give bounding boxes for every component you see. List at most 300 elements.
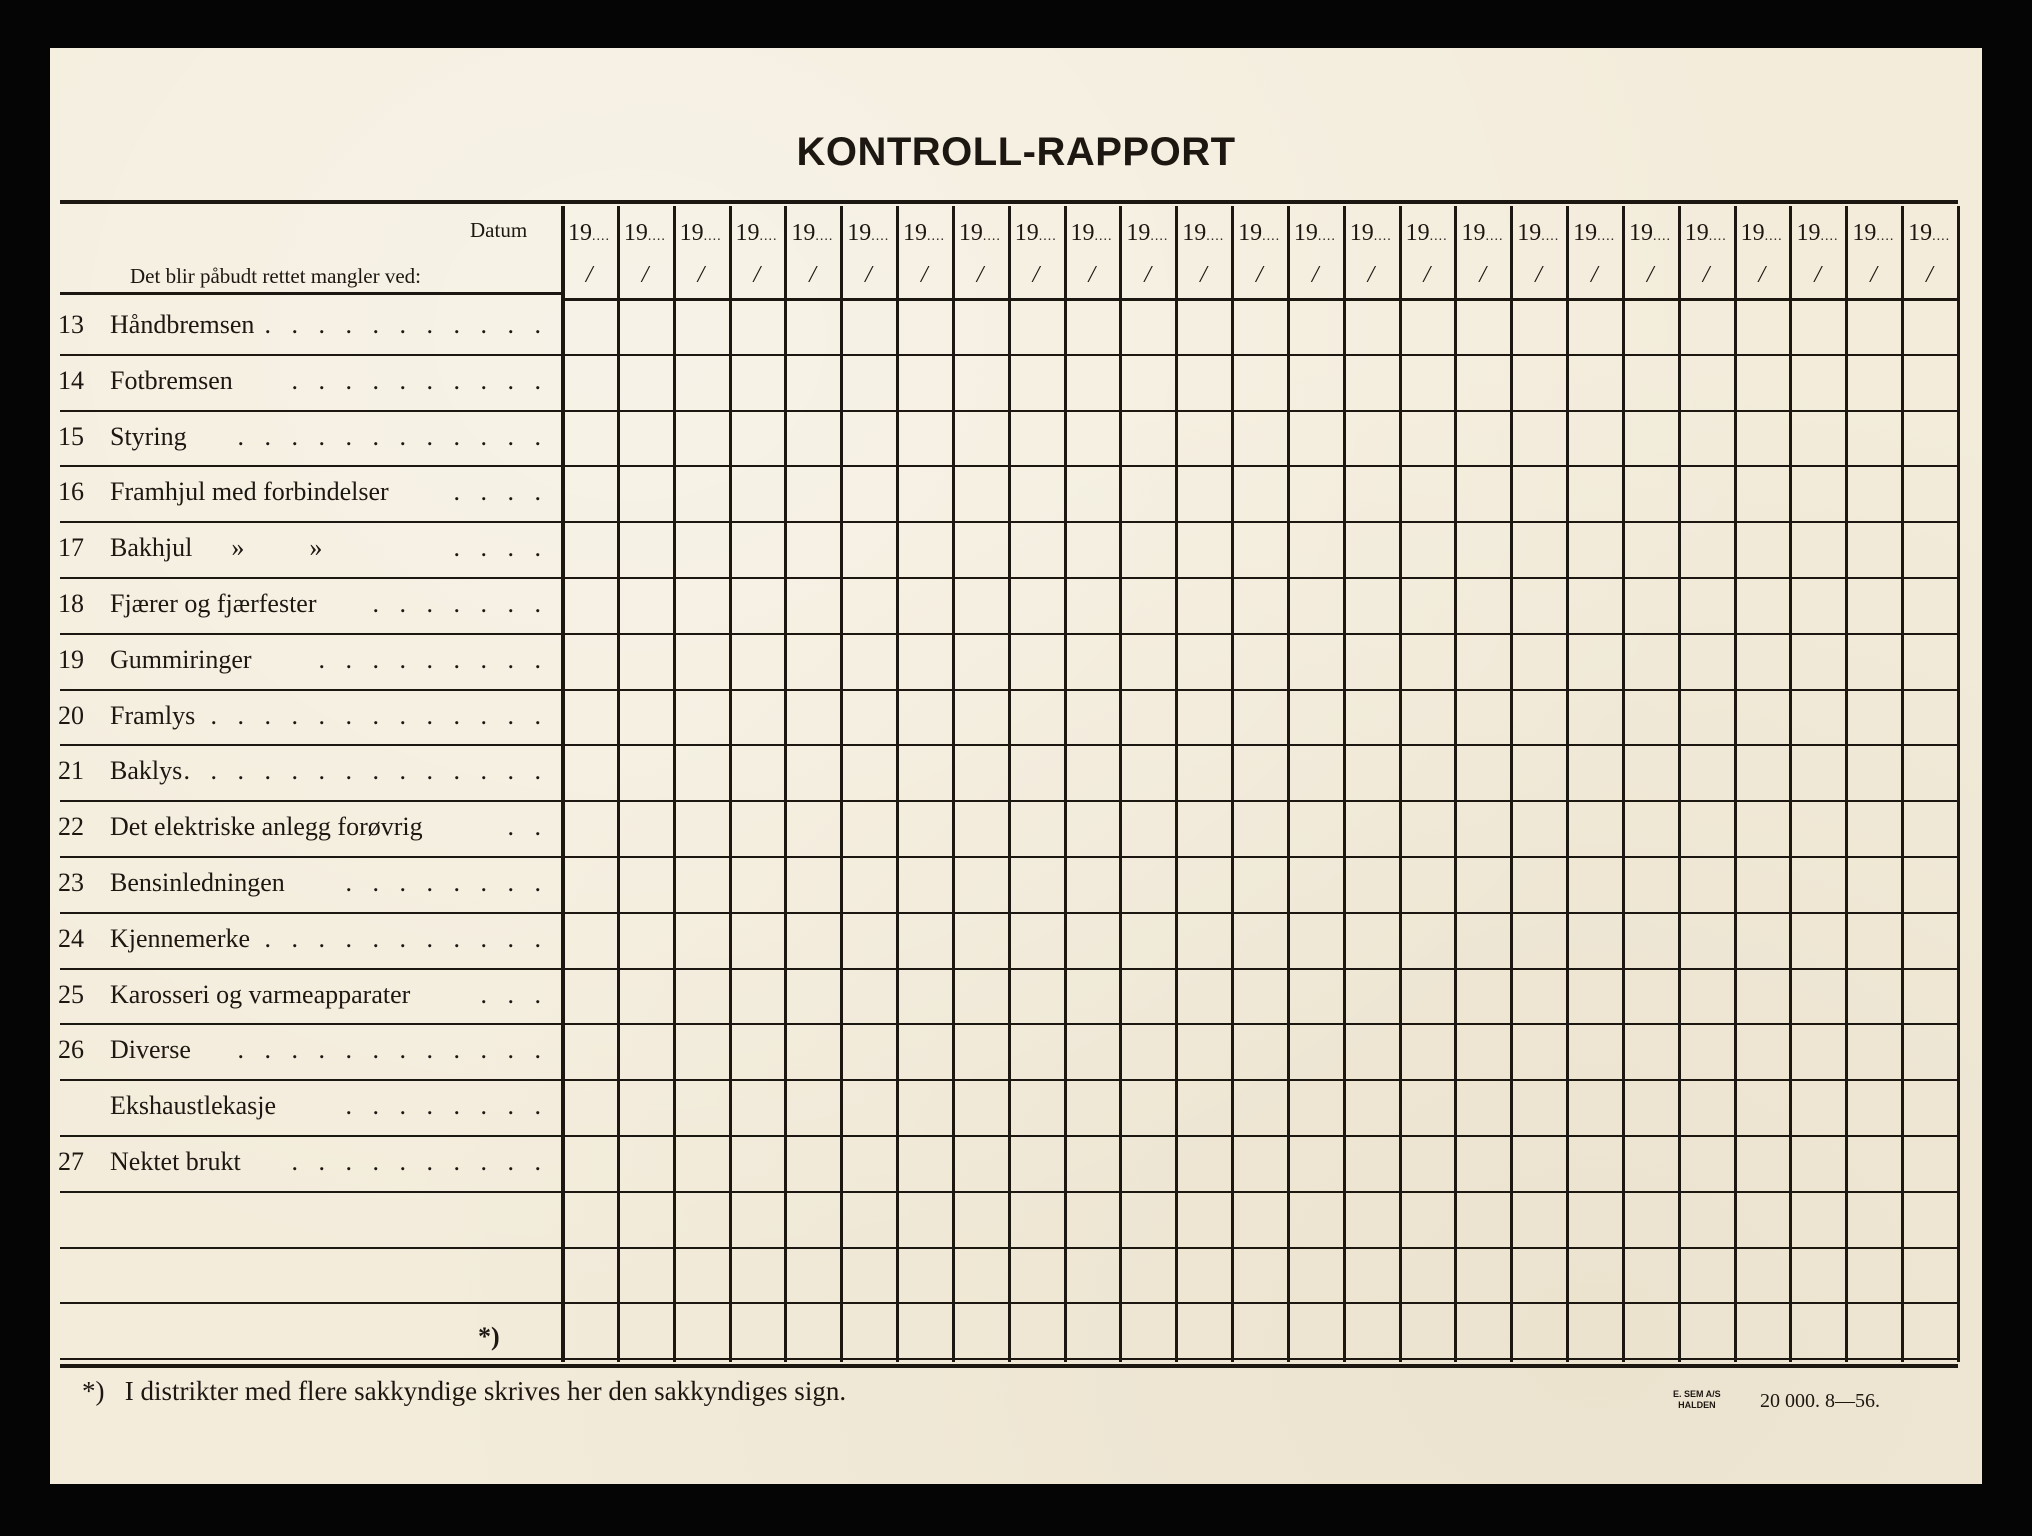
- inspection-cell[interactable]: [1738, 357, 1789, 409]
- inspection-cell[interactable]: [1068, 803, 1119, 855]
- inspection-cell[interactable]: [1793, 1305, 1844, 1357]
- inspection-cell[interactable]: [1793, 971, 1844, 1023]
- inspection-cell[interactable]: [1235, 580, 1286, 632]
- inspection-cell[interactable]: [1235, 357, 1286, 409]
- inspection-cell[interactable]: [1123, 1082, 1174, 1134]
- inspection-cell[interactable]: [565, 1194, 616, 1246]
- inspection-cell[interactable]: [565, 859, 616, 911]
- inspection-cell[interactable]: [1291, 971, 1342, 1023]
- inspection-cell[interactable]: [1235, 971, 1286, 1023]
- inspection-cell[interactable]: [844, 971, 895, 1023]
- inspection-cell[interactable]: [677, 859, 728, 911]
- inspection-cell[interactable]: [1068, 692, 1119, 744]
- inspection-cell[interactable]: [900, 1138, 951, 1190]
- inspection-cell[interactable]: [1068, 1082, 1119, 1134]
- inspection-cell[interactable]: [1179, 413, 1230, 465]
- inspection-cell[interactable]: [1458, 692, 1509, 744]
- inspection-cell[interactable]: [1123, 636, 1174, 688]
- inspection-cell[interactable]: [733, 1250, 784, 1302]
- inspection-cell[interactable]: [1682, 971, 1733, 1023]
- inspection-cell[interactable]: [1905, 803, 1956, 855]
- inspection-cell[interactable]: [1458, 413, 1509, 465]
- inspection-cell[interactable]: [565, 803, 616, 855]
- inspection-cell[interactable]: [565, 524, 616, 576]
- inspection-cell[interactable]: [1738, 692, 1789, 744]
- inspection-cell[interactable]: [733, 1194, 784, 1246]
- inspection-cell[interactable]: [1458, 636, 1509, 688]
- inspection-cell[interactable]: [1738, 747, 1789, 799]
- inspection-cell[interactable]: [1458, 971, 1509, 1023]
- inspection-cell[interactable]: [844, 1082, 895, 1134]
- inspection-cell[interactable]: [900, 413, 951, 465]
- inspection-cell[interactable]: [1179, 859, 1230, 911]
- inspection-cell[interactable]: [1682, 468, 1733, 520]
- inspection-cell[interactable]: [1626, 1138, 1677, 1190]
- inspection-cell[interactable]: [1682, 747, 1733, 799]
- inspection-cell[interactable]: [1179, 1026, 1230, 1078]
- inspection-cell[interactable]: [1291, 692, 1342, 744]
- inspection-cell[interactable]: [1347, 468, 1398, 520]
- inspection-cell[interactable]: [733, 357, 784, 409]
- inspection-cell[interactable]: [1347, 1305, 1398, 1357]
- inspection-cell[interactable]: [900, 803, 951, 855]
- inspection-cell[interactable]: [677, 301, 728, 353]
- inspection-cell[interactable]: [733, 1082, 784, 1134]
- inspection-cell[interactable]: [1570, 580, 1621, 632]
- inspection-cell[interactable]: [1626, 1026, 1677, 1078]
- inspection-cell[interactable]: [1403, 803, 1454, 855]
- inspection-cell[interactable]: [1403, 413, 1454, 465]
- inspection-cell[interactable]: [1179, 1194, 1230, 1246]
- inspection-cell[interactable]: [1682, 1250, 1733, 1302]
- inspection-cell[interactable]: [1291, 301, 1342, 353]
- inspection-cell[interactable]: [1849, 747, 1900, 799]
- inspection-cell[interactable]: [1123, 413, 1174, 465]
- inspection-cell[interactable]: [1123, 1194, 1174, 1246]
- inspection-cell[interactable]: [1012, 1250, 1063, 1302]
- inspection-cell[interactable]: [844, 580, 895, 632]
- inspection-cell[interactable]: [733, 301, 784, 353]
- inspection-cell[interactable]: [1458, 1026, 1509, 1078]
- inspection-cell[interactable]: [677, 1194, 728, 1246]
- inspection-cell[interactable]: [1291, 636, 1342, 688]
- inspection-cell[interactable]: [1682, 803, 1733, 855]
- inspection-cell[interactable]: [788, 971, 839, 1023]
- inspection-cell[interactable]: [621, 301, 672, 353]
- inspection-cell[interactable]: [1068, 1194, 1119, 1246]
- inspection-cell[interactable]: [1347, 413, 1398, 465]
- inspection-cell[interactable]: [565, 1250, 616, 1302]
- inspection-cell[interactable]: [788, 357, 839, 409]
- inspection-cell[interactable]: [1179, 1305, 1230, 1357]
- inspection-cell[interactable]: [1291, 413, 1342, 465]
- inspection-cell[interactable]: [1905, 692, 1956, 744]
- inspection-cell[interactable]: [565, 915, 616, 967]
- inspection-cell[interactable]: [1291, 468, 1342, 520]
- inspection-cell[interactable]: [1682, 1138, 1733, 1190]
- inspection-cell[interactable]: [1738, 524, 1789, 576]
- inspection-cell[interactable]: [1514, 580, 1565, 632]
- inspection-cell[interactable]: [1849, 1250, 1900, 1302]
- inspection-cell[interactable]: [1123, 524, 1174, 576]
- inspection-cell[interactable]: [1682, 636, 1733, 688]
- inspection-cell[interactable]: [1403, 1250, 1454, 1302]
- inspection-cell[interactable]: [1347, 915, 1398, 967]
- inspection-cell[interactable]: [1458, 915, 1509, 967]
- inspection-cell[interactable]: [565, 468, 616, 520]
- inspection-cell[interactable]: [956, 1026, 1007, 1078]
- inspection-cell[interactable]: [1403, 357, 1454, 409]
- inspection-cell[interactable]: [1123, 580, 1174, 632]
- inspection-cell[interactable]: [1738, 803, 1789, 855]
- inspection-cell[interactable]: [956, 468, 1007, 520]
- inspection-cell[interactable]: [1291, 1082, 1342, 1134]
- inspection-cell[interactable]: [1068, 357, 1119, 409]
- inspection-cell[interactable]: [621, 357, 672, 409]
- inspection-cell[interactable]: [1458, 1138, 1509, 1190]
- inspection-cell[interactable]: [1458, 1305, 1509, 1357]
- inspection-cell[interactable]: [1458, 859, 1509, 911]
- inspection-cell[interactable]: [1793, 1250, 1844, 1302]
- inspection-cell[interactable]: [677, 524, 728, 576]
- inspection-cell[interactable]: [1570, 971, 1621, 1023]
- inspection-cell[interactable]: [677, 468, 728, 520]
- inspection-cell[interactable]: [844, 524, 895, 576]
- inspection-cell[interactable]: [1347, 357, 1398, 409]
- inspection-cell[interactable]: [1905, 636, 1956, 688]
- inspection-cell[interactable]: [1905, 1138, 1956, 1190]
- inspection-cell[interactable]: [1793, 301, 1844, 353]
- inspection-cell[interactable]: [1068, 1026, 1119, 1078]
- inspection-cell[interactable]: [1514, 357, 1565, 409]
- inspection-cell[interactable]: [1514, 1305, 1565, 1357]
- inspection-cell[interactable]: [621, 580, 672, 632]
- inspection-cell[interactable]: [733, 1026, 784, 1078]
- inspection-cell[interactable]: [1849, 468, 1900, 520]
- inspection-cell[interactable]: [1793, 915, 1844, 967]
- inspection-cell[interactable]: [1905, 859, 1956, 911]
- inspection-cell[interactable]: [1514, 524, 1565, 576]
- inspection-cell[interactable]: [788, 1138, 839, 1190]
- inspection-cell[interactable]: [1738, 859, 1789, 911]
- inspection-cell[interactable]: [1291, 580, 1342, 632]
- inspection-cell[interactable]: [621, 971, 672, 1023]
- inspection-cell[interactable]: [1570, 524, 1621, 576]
- inspection-cell[interactable]: [1570, 803, 1621, 855]
- inspection-cell[interactable]: [1347, 1138, 1398, 1190]
- inspection-cell[interactable]: [1235, 1026, 1286, 1078]
- inspection-cell[interactable]: [1012, 747, 1063, 799]
- inspection-cell[interactable]: [956, 524, 1007, 576]
- inspection-cell[interactable]: [1793, 524, 1844, 576]
- inspection-cell[interactable]: [1291, 524, 1342, 576]
- inspection-cell[interactable]: [1403, 1026, 1454, 1078]
- inspection-cell[interactable]: [900, 915, 951, 967]
- inspection-cell[interactable]: [565, 1082, 616, 1134]
- inspection-cell[interactable]: [621, 915, 672, 967]
- inspection-cell[interactable]: [900, 1194, 951, 1246]
- inspection-cell[interactable]: [733, 413, 784, 465]
- inspection-cell[interactable]: [1626, 747, 1677, 799]
- inspection-cell[interactable]: [1291, 803, 1342, 855]
- inspection-cell[interactable]: [1179, 1250, 1230, 1302]
- inspection-cell[interactable]: [1068, 636, 1119, 688]
- inspection-cell[interactable]: [733, 1138, 784, 1190]
- inspection-cell[interactable]: [1179, 971, 1230, 1023]
- inspection-cell[interactable]: [1793, 413, 1844, 465]
- inspection-cell[interactable]: [1235, 915, 1286, 967]
- inspection-cell[interactable]: [1849, 301, 1900, 353]
- inspection-cell[interactable]: [1905, 1305, 1956, 1357]
- inspection-cell[interactable]: [1793, 1194, 1844, 1246]
- inspection-cell[interactable]: [1012, 915, 1063, 967]
- inspection-cell[interactable]: [621, 1250, 672, 1302]
- inspection-cell[interactable]: [900, 859, 951, 911]
- inspection-cell[interactable]: [1849, 1026, 1900, 1078]
- inspection-cell[interactable]: [1347, 971, 1398, 1023]
- inspection-cell[interactable]: [1793, 859, 1844, 911]
- inspection-cell[interactable]: [1403, 915, 1454, 967]
- inspection-cell[interactable]: [1514, 1026, 1565, 1078]
- inspection-cell[interactable]: [1291, 747, 1342, 799]
- inspection-cell[interactable]: [1179, 1082, 1230, 1134]
- inspection-cell[interactable]: [1905, 1194, 1956, 1246]
- inspection-cell[interactable]: [1012, 301, 1063, 353]
- inspection-cell[interactable]: [788, 803, 839, 855]
- inspection-cell[interactable]: [1905, 1250, 1956, 1302]
- inspection-cell[interactable]: [1068, 1138, 1119, 1190]
- inspection-cell[interactable]: [956, 747, 1007, 799]
- inspection-cell[interactable]: [1403, 747, 1454, 799]
- inspection-cell[interactable]: [844, 915, 895, 967]
- inspection-cell[interactable]: [1514, 747, 1565, 799]
- inspection-cell[interactable]: [733, 580, 784, 632]
- inspection-cell[interactable]: [956, 859, 1007, 911]
- inspection-cell[interactable]: [1012, 468, 1063, 520]
- inspection-cell[interactable]: [1291, 1250, 1342, 1302]
- inspection-cell[interactable]: [1626, 413, 1677, 465]
- inspection-cell[interactable]: [1626, 524, 1677, 576]
- inspection-cell[interactable]: [621, 747, 672, 799]
- inspection-cell[interactable]: [1849, 1082, 1900, 1134]
- inspection-cell[interactable]: [621, 692, 672, 744]
- inspection-cell[interactable]: [1458, 747, 1509, 799]
- inspection-cell[interactable]: [956, 1305, 1007, 1357]
- inspection-cell[interactable]: [733, 468, 784, 520]
- inspection-cell[interactable]: [1347, 692, 1398, 744]
- inspection-cell[interactable]: [677, 636, 728, 688]
- inspection-cell[interactable]: [1905, 468, 1956, 520]
- inspection-cell[interactable]: [1905, 1082, 1956, 1134]
- inspection-cell[interactable]: [677, 357, 728, 409]
- inspection-cell[interactable]: [1849, 692, 1900, 744]
- inspection-cell[interactable]: [1905, 413, 1956, 465]
- inspection-cell[interactable]: [1403, 524, 1454, 576]
- inspection-cell[interactable]: [1123, 357, 1174, 409]
- inspection-cell[interactable]: [1738, 1138, 1789, 1190]
- inspection-cell[interactable]: [1235, 1082, 1286, 1134]
- inspection-cell[interactable]: [1123, 468, 1174, 520]
- inspection-cell[interactable]: [733, 692, 784, 744]
- inspection-cell[interactable]: [1012, 1194, 1063, 1246]
- inspection-cell[interactable]: [733, 1305, 784, 1357]
- inspection-cell[interactable]: [788, 636, 839, 688]
- inspection-cell[interactable]: [1570, 636, 1621, 688]
- inspection-cell[interactable]: [1235, 524, 1286, 576]
- inspection-cell[interactable]: [1347, 1194, 1398, 1246]
- inspection-cell[interactable]: [677, 1305, 728, 1357]
- inspection-cell[interactable]: [677, 692, 728, 744]
- inspection-cell[interactable]: [1068, 524, 1119, 576]
- inspection-cell[interactable]: [1793, 1026, 1844, 1078]
- inspection-cell[interactable]: [1235, 1194, 1286, 1246]
- inspection-cell[interactable]: [956, 580, 1007, 632]
- inspection-cell[interactable]: [565, 301, 616, 353]
- inspection-cell[interactable]: [1626, 692, 1677, 744]
- inspection-cell[interactable]: [1179, 803, 1230, 855]
- inspection-cell[interactable]: [1179, 692, 1230, 744]
- inspection-cell[interactable]: [900, 747, 951, 799]
- inspection-cell[interactable]: [1905, 357, 1956, 409]
- inspection-cell[interactable]: [900, 524, 951, 576]
- inspection-cell[interactable]: [1849, 413, 1900, 465]
- inspection-cell[interactable]: [1793, 580, 1844, 632]
- inspection-cell[interactable]: [1626, 915, 1677, 967]
- inspection-cell[interactable]: [1570, 915, 1621, 967]
- inspection-cell[interactable]: [1123, 301, 1174, 353]
- inspection-cell[interactable]: [1012, 803, 1063, 855]
- inspection-cell[interactable]: [1570, 1082, 1621, 1134]
- inspection-cell[interactable]: [844, 636, 895, 688]
- inspection-cell[interactable]: [956, 692, 1007, 744]
- inspection-cell[interactable]: [1458, 580, 1509, 632]
- inspection-cell[interactable]: [1403, 971, 1454, 1023]
- inspection-cell[interactable]: [788, 692, 839, 744]
- inspection-cell[interactable]: [1682, 413, 1733, 465]
- inspection-cell[interactable]: [621, 1305, 672, 1357]
- inspection-cell[interactable]: [788, 859, 839, 911]
- inspection-cell[interactable]: [1347, 524, 1398, 576]
- inspection-cell[interactable]: [565, 580, 616, 632]
- inspection-cell[interactable]: [733, 524, 784, 576]
- inspection-cell[interactable]: [1068, 971, 1119, 1023]
- inspection-cell[interactable]: [565, 1305, 616, 1357]
- inspection-cell[interactable]: [733, 747, 784, 799]
- inspection-cell[interactable]: [956, 1250, 1007, 1302]
- inspection-cell[interactable]: [1179, 357, 1230, 409]
- inspection-cell[interactable]: [1235, 859, 1286, 911]
- inspection-cell[interactable]: [844, 692, 895, 744]
- inspection-cell[interactable]: [1235, 636, 1286, 688]
- inspection-cell[interactable]: [788, 301, 839, 353]
- inspection-cell[interactable]: [677, 803, 728, 855]
- inspection-cell[interactable]: [788, 524, 839, 576]
- inspection-cell[interactable]: [1347, 1250, 1398, 1302]
- inspection-cell[interactable]: [1570, 468, 1621, 520]
- inspection-cell[interactable]: [1347, 803, 1398, 855]
- inspection-cell[interactable]: [844, 1305, 895, 1357]
- inspection-cell[interactable]: [677, 915, 728, 967]
- inspection-cell[interactable]: [1626, 301, 1677, 353]
- inspection-cell[interactable]: [1403, 580, 1454, 632]
- inspection-cell[interactable]: [1514, 636, 1565, 688]
- inspection-cell[interactable]: [1012, 692, 1063, 744]
- inspection-cell[interactable]: [1458, 1082, 1509, 1134]
- inspection-cell[interactable]: [1793, 747, 1844, 799]
- inspection-cell[interactable]: [733, 803, 784, 855]
- inspection-cell[interactable]: [1626, 468, 1677, 520]
- inspection-cell[interactable]: [900, 357, 951, 409]
- inspection-cell[interactable]: [1514, 692, 1565, 744]
- inspection-cell[interactable]: [1458, 803, 1509, 855]
- inspection-cell[interactable]: [788, 915, 839, 967]
- inspection-cell[interactable]: [844, 301, 895, 353]
- inspection-cell[interactable]: [1514, 1194, 1565, 1246]
- inspection-cell[interactable]: [1738, 301, 1789, 353]
- inspection-cell[interactable]: [1179, 468, 1230, 520]
- inspection-cell[interactable]: [1068, 1250, 1119, 1302]
- inspection-cell[interactable]: [1626, 580, 1677, 632]
- inspection-cell[interactable]: [1291, 1026, 1342, 1078]
- inspection-cell[interactable]: [1179, 915, 1230, 967]
- inspection-cell[interactable]: [1403, 859, 1454, 911]
- inspection-cell[interactable]: [1626, 859, 1677, 911]
- inspection-cell[interactable]: [1570, 301, 1621, 353]
- inspection-cell[interactable]: [956, 803, 1007, 855]
- inspection-cell[interactable]: [1793, 692, 1844, 744]
- inspection-cell[interactable]: [788, 1026, 839, 1078]
- inspection-cell[interactable]: [1905, 971, 1956, 1023]
- inspection-cell[interactable]: [1849, 524, 1900, 576]
- inspection-cell[interactable]: [1682, 915, 1733, 967]
- inspection-cell[interactable]: [1458, 468, 1509, 520]
- inspection-cell[interactable]: [1570, 747, 1621, 799]
- inspection-cell[interactable]: [900, 1305, 951, 1357]
- inspection-cell[interactable]: [565, 971, 616, 1023]
- inspection-cell[interactable]: [1849, 803, 1900, 855]
- inspection-cell[interactable]: [1849, 971, 1900, 1023]
- inspection-cell[interactable]: [1905, 580, 1956, 632]
- inspection-cell[interactable]: [733, 915, 784, 967]
- inspection-cell[interactable]: [1570, 357, 1621, 409]
- inspection-cell[interactable]: [1905, 747, 1956, 799]
- inspection-cell[interactable]: [1626, 357, 1677, 409]
- inspection-cell[interactable]: [1682, 524, 1733, 576]
- inspection-cell[interactable]: [677, 1250, 728, 1302]
- inspection-cell[interactable]: [956, 971, 1007, 1023]
- inspection-cell[interactable]: [788, 747, 839, 799]
- inspection-cell[interactable]: [900, 636, 951, 688]
- inspection-cell[interactable]: [1068, 915, 1119, 967]
- inspection-cell[interactable]: [565, 1026, 616, 1078]
- inspection-cell[interactable]: [1403, 1194, 1454, 1246]
- inspection-cell[interactable]: [844, 413, 895, 465]
- inspection-cell[interactable]: [1235, 1250, 1286, 1302]
- inspection-cell[interactable]: [1235, 1305, 1286, 1357]
- inspection-cell[interactable]: [1403, 636, 1454, 688]
- inspection-cell[interactable]: [621, 636, 672, 688]
- inspection-cell[interactable]: [1514, 859, 1565, 911]
- inspection-cell[interactable]: [621, 413, 672, 465]
- inspection-cell[interactable]: [1123, 747, 1174, 799]
- inspection-cell[interactable]: [1123, 1250, 1174, 1302]
- inspection-cell[interactable]: [621, 524, 672, 576]
- inspection-cell[interactable]: [844, 747, 895, 799]
- inspection-cell[interactable]: [1682, 1194, 1733, 1246]
- inspection-cell[interactable]: [788, 1194, 839, 1246]
- inspection-cell[interactable]: [1626, 636, 1677, 688]
- inspection-cell[interactable]: [1738, 915, 1789, 967]
